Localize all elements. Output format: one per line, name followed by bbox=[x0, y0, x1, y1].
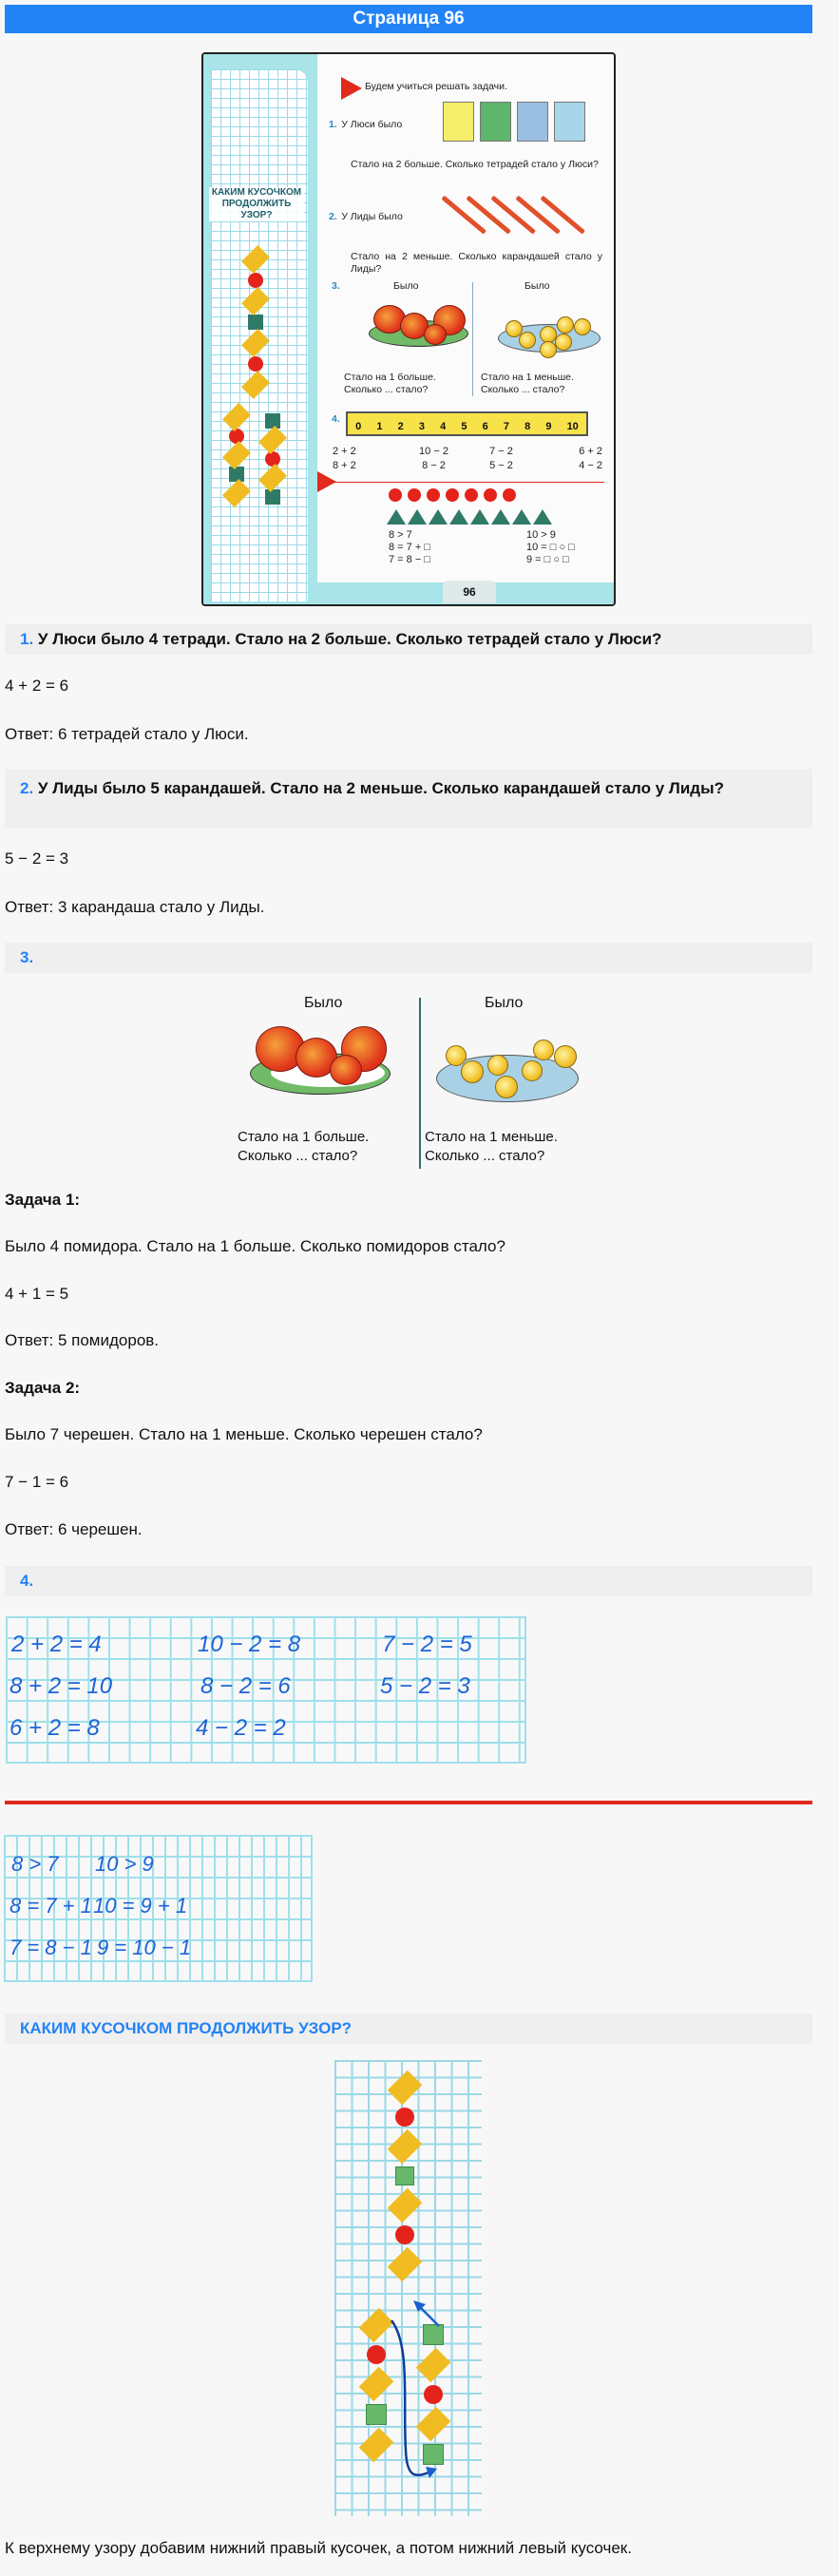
task3-heading bbox=[5, 943, 812, 973]
tomatoes-image bbox=[369, 301, 468, 349]
subtask2-title: Задача 2: bbox=[5, 1379, 81, 1397]
side-pattern-left bbox=[228, 409, 245, 502]
green-triangles-row bbox=[387, 509, 554, 529]
pattern-grid-image bbox=[334, 2060, 482, 2516]
left-label: Было bbox=[304, 995, 343, 1011]
subtask1-text: Было 4 помидора. Стало на 1 больше. Сколько помидоров стало? bbox=[5, 1237, 505, 1255]
task1-line1: У Люси было bbox=[341, 119, 403, 130]
task4-expressions: 2 + 2 10 − 2 7 − 2 6 + 2 8 + 2 8 − 2 5 − 2 4 − 2 bbox=[333, 446, 602, 471]
illustration-divider bbox=[419, 998, 421, 1169]
task4-num: 4. bbox=[332, 413, 340, 425]
cherries-image bbox=[498, 303, 601, 351]
task2-answer: Ответ: 3 карандаша стало у Лиды. bbox=[5, 898, 265, 916]
side-pattern-top bbox=[247, 251, 264, 393]
page-number: 96 bbox=[443, 581, 496, 603]
side-title: КАКИМ КУСОЧКОМ ПРОДОЛЖИТЬ УЗОР? bbox=[209, 187, 304, 221]
red-separator bbox=[5, 1801, 812, 1804]
task1-answer: Ответ: 6 тетрадей стало у Люси. bbox=[5, 725, 249, 743]
answer-grid-2: 8 > 7 10 > 9 8 = 7 + 1 10 = 9 + 1 7 = 8 − 1 9 = 10 − 1 bbox=[4, 1835, 313, 1982]
task3-illustration bbox=[233, 993, 608, 1174]
task2-line1: У Лиды было bbox=[341, 211, 403, 222]
right-label: Было bbox=[485, 995, 524, 1011]
page-header: Страница 96 bbox=[5, 5, 812, 33]
subtask1-answer: Ответ: 5 помидоров. bbox=[5, 1331, 160, 1349]
compare-right: 10 > 9 10 = □ ○ □ 9 = □ ○ □ bbox=[526, 529, 575, 565]
task2-question: У Лиды было 5 карандашей. Стало на 2 меньше. Сколько карандашей стало у Лиды? bbox=[37, 779, 724, 797]
intro-text: Будем учиться решать задачи. bbox=[365, 81, 507, 92]
task2-line2: Стало на 2 меньше. Сколько карандашей стало у Лиды? bbox=[351, 251, 602, 275]
subtask2-text: Было 7 черешен. Стало на 1 меньше. Сколько черешен стало? bbox=[5, 1425, 483, 1443]
task2-number: 2. bbox=[20, 779, 34, 797]
task2-solution: 5 − 2 = 3 bbox=[5, 849, 69, 868]
task3-right-label: Было bbox=[524, 280, 550, 292]
task1-number: 1. bbox=[20, 630, 34, 648]
task1-solution: 4 + 2 = 6 bbox=[5, 677, 69, 695]
tomatoes-plate-image bbox=[250, 1017, 392, 1102]
subtask2-solution: 7 − 1 = 6 bbox=[5, 1473, 69, 1491]
task3-number: 3. bbox=[20, 948, 34, 966]
textbook-page-image bbox=[201, 52, 616, 606]
pattern-heading: КАКИМ КУСОЧКОМ ПРОДОЛЖИТЬ УЗОР? bbox=[5, 2013, 812, 2044]
notebooks-image bbox=[443, 102, 585, 142]
subtask1-solution: 4 + 1 = 5 bbox=[5, 1285, 69, 1303]
subtask2-answer: Ответ: 6 черешен. bbox=[5, 1520, 143, 1538]
task2-heading bbox=[5, 769, 812, 829]
red-circles-row bbox=[389, 488, 522, 506]
task3-left-label: Было bbox=[393, 280, 419, 292]
red-divider bbox=[333, 482, 604, 483]
right-caption: Стало на 1 меньше. Сколько ... стало? bbox=[425, 1129, 558, 1164]
circle-shape bbox=[248, 356, 263, 372]
pencils-image bbox=[443, 195, 595, 238]
task1-heading bbox=[5, 624, 812, 655]
arrows-icon bbox=[334, 2060, 482, 2516]
cherries-plate-image bbox=[434, 1017, 586, 1112]
task1-line2: Стало на 2 больше. Сколько тетрадей стало у Люси? bbox=[351, 159, 599, 170]
left-caption: Стало на 1 больше. Сколько ... стало? bbox=[238, 1129, 370, 1164]
subtask1-title: Задача 1: bbox=[5, 1191, 81, 1209]
question-triangle-icon bbox=[317, 471, 336, 492]
task3-right-caption: Стало на 1 меньше. Сколько ... стало? bbox=[481, 372, 574, 395]
compare-left: 8 > 7 8 = 7 + □ 7 = 8 − □ bbox=[389, 529, 430, 565]
square-shape bbox=[248, 315, 263, 330]
ruler-image: 0 1 2 3 4 5 6 7 8 9 10 bbox=[346, 411, 588, 436]
side-pattern-right bbox=[264, 413, 281, 505]
pattern-answer: К верхнему узору добавим нижний правый кусочек, а потом нижний левый кусочек. bbox=[5, 2539, 632, 2557]
task4-number: 4. bbox=[20, 1572, 34, 1590]
answer-grid-1: 2 + 2 = 4 10 − 2 = 8 7 − 2 = 5 8 + 2 = 10 8 − 2 = 6 5 − 2 = 3 6 + 2 = 8 4 − 2 = 2 bbox=[6, 1616, 526, 1764]
task3-left-caption: Стало на 1 больше. Сколько ... стало? bbox=[344, 372, 436, 395]
task3-num: 3. bbox=[332, 280, 340, 292]
task2-num: 2. bbox=[329, 211, 337, 222]
play-triangle-icon bbox=[341, 77, 362, 100]
circle-shape bbox=[248, 273, 263, 288]
task1-num: 1. bbox=[329, 119, 337, 130]
task3-divider bbox=[472, 282, 473, 396]
task4-heading bbox=[5, 1566, 812, 1596]
task1-question: У Люси было 4 тетради. Стало на 2 больше. Сколько тетрадей стало у Люси? bbox=[37, 630, 662, 648]
